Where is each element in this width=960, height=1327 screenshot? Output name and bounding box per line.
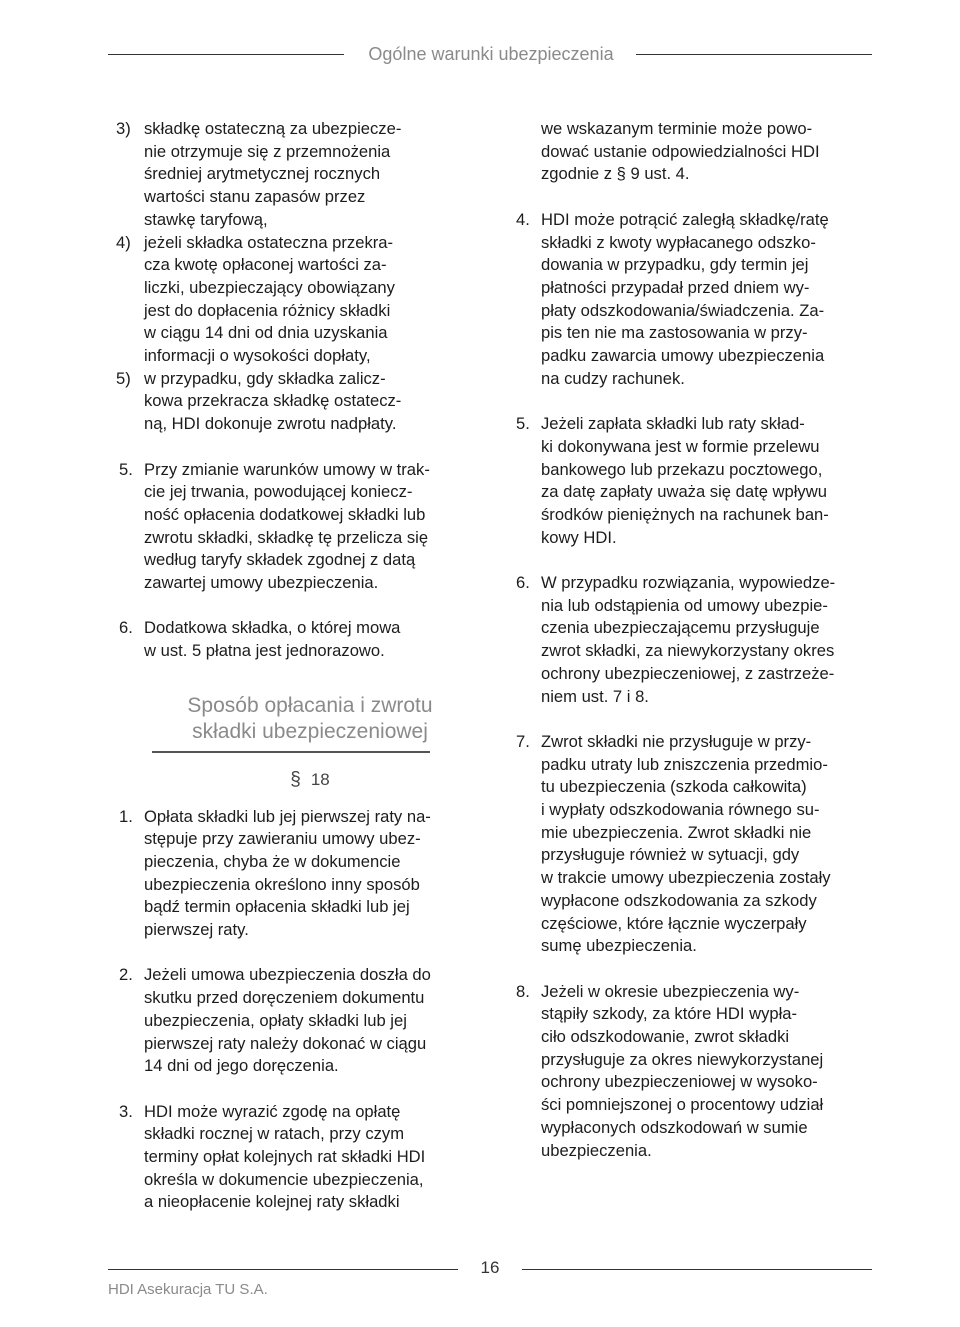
list-right — [516, 209, 873, 1162]
section-title-line-1: Sposób opłacania i zwrotu — [187, 693, 433, 717]
text-line: ubezpieczenia. — [541, 1140, 652, 1160]
text-line: bankowego lub przekazu pocztowego, — [541, 459, 823, 479]
text-line: bądź termin opłacenia składki lub jej — [144, 897, 410, 917]
item-number: 4. — [516, 209, 530, 229]
item-number: 5) — [116, 368, 131, 388]
text-line: HDI może wyrazić zgodę na opłatę — [144, 1101, 401, 1121]
text-line: skutku przed doręczeniem dokumentu — [144, 988, 425, 1008]
text-line: jest do dopłacenia różnicy składki — [144, 300, 391, 320]
text-line: w ciągu 14 dni od dnia uzyskania — [144, 323, 388, 343]
text-line: płatności przypadał przed dniem wy- — [541, 277, 810, 297]
item-number: 6. — [516, 573, 530, 593]
list-item — [116, 118, 476, 232]
text-line: i wypłaty odszkodowania równego su- — [541, 800, 820, 820]
item-number: 3) — [116, 119, 131, 138]
text-line: cza kwotę opłaconej wartości za- — [144, 255, 387, 275]
text-line: ubezpieczenia określono inny sposób — [144, 874, 420, 894]
text-line: zwrot składki, za niewykorzystany okres — [541, 641, 835, 661]
section-title-underline — [152, 751, 430, 753]
item-number: 4) — [116, 232, 131, 252]
item-number: 5. — [516, 414, 530, 434]
text-line: składki rocznej w ratach, przy czym — [144, 1124, 405, 1144]
text-line: zgodnie z § 9 ust. 4. — [541, 164, 690, 184]
header-rule-left — [108, 54, 344, 55]
item-number: 6. — [119, 618, 133, 638]
text-line: pierwszej raty należy dokonać w ciągu — [144, 1033, 427, 1053]
text-line: Jeżeli w okresie ubezpieczenia wy- — [541, 981, 800, 1001]
text-line: Jeżeli umowa ubezpieczenia doszła do — [144, 965, 431, 985]
right-column — [516, 118, 873, 1162]
list-item — [119, 964, 476, 1078]
text-line: sumę ubezpieczenia. — [541, 936, 697, 956]
text-line: ki dokonywana jest w formie przelewu — [541, 436, 820, 456]
text-line: składkę ostateczną za ubezpiecze- — [144, 119, 402, 138]
text-line: ochrony ubezpieczeniowej, z zastrzeże- — [541, 663, 835, 683]
list-item — [516, 209, 873, 391]
sub-list-top — [116, 118, 476, 436]
list-item — [516, 731, 873, 958]
paragraph-number: 18 — [310, 769, 330, 789]
text-line: liczki, ubezpieczający obowiązany — [144, 277, 395, 297]
paragraph-symbol: § — [290, 768, 301, 790]
page-number: 16 — [480, 1258, 500, 1277]
list-bottom — [119, 806, 476, 1215]
text-line: Zwrot składki nie przysługuje w przy- — [541, 731, 812, 751]
list-item — [516, 981, 873, 1163]
list-item — [516, 572, 873, 708]
text-line: tu ubezpieczenia (szkoda całkowita) — [541, 777, 807, 797]
item-number: 7. — [516, 731, 530, 751]
item-number: 3. — [119, 1101, 133, 1121]
list-item — [119, 459, 476, 595]
text-line: płaty odszkodowania/świadczenia. Za- — [541, 300, 825, 320]
text-line: pis ten nie ma zastosowania w przy- — [541, 323, 808, 343]
footer-rule-left — [108, 1269, 458, 1270]
text-line: niem ust. 7 i 8. — [541, 686, 649, 706]
text-line: W przypadku rozwiązania, wypowiedze- — [541, 573, 836, 593]
text-line: przysługuje również w sytuacji, gdy — [541, 845, 800, 865]
text-line: wartości stanu zapasów przez — [144, 187, 366, 207]
text-line: 14 dni od jego doręczenia. — [144, 1056, 339, 1076]
list-item — [119, 1101, 476, 1215]
text-line: za datę zapłaty uważa się datę wpływu — [541, 482, 827, 502]
text-line: częściowe, które łącznie wyczerpały — [541, 913, 807, 933]
list-mid — [119, 459, 476, 663]
item-number: 5. — [119, 459, 133, 479]
continuation-text — [541, 118, 873, 186]
text-line: padku zawarcia umowy ubezpieczenia — [541, 346, 825, 366]
list-item — [516, 413, 873, 549]
text-line: czenia ubezpieczającemu przysługuje — [541, 618, 820, 638]
text-line: ciło odszkodowanie, zwrot składki — [541, 1027, 790, 1047]
item-number: 2. — [119, 965, 133, 985]
text-line: mie ubezpieczenia. Zwrot składki nie — [541, 822, 812, 842]
text-line: zawartej umowy ubezpieczenia. — [144, 573, 379, 593]
text-line: we wskazanym terminie może powo- — [541, 119, 813, 138]
text-line: padku utraty lub zniszczenia przedmio- — [541, 754, 828, 774]
text-line: nie otrzymuje się z przemnożenia — [144, 141, 391, 161]
text-line: przysługuje za okres niewykorzystanej — [541, 1049, 824, 1069]
text-line: stępuje przy zawieraniu umowy ubez- — [144, 829, 421, 849]
text-line: Opłata składki lub jej pierwszej raty na- — [144, 806, 431, 826]
text-line: jeżeli składka ostateczna przekra- — [144, 232, 394, 252]
footer-rule-right — [522, 1269, 872, 1270]
text-line: terminy opłat kolejnych rat składki HDI — [144, 1147, 426, 1167]
list-item — [119, 806, 476, 942]
text-line: ność opłacenia dodatkowej składki lub — [144, 504, 426, 524]
list-item — [116, 368, 476, 436]
section-title — [144, 693, 476, 751]
text-line: na cudzy rachunek. — [541, 368, 685, 388]
text-line: określa w dokumencie ubezpieczenia, — [144, 1169, 424, 1189]
paragraph-heading — [144, 769, 476, 792]
text-line: zwrotu składki, składkę tę przelicza się — [144, 527, 429, 547]
section-title-line-2: składki ubezpieczeniowej — [192, 719, 428, 743]
text-line: pierwszej raty. — [144, 920, 249, 940]
text-line: stąpiły szkody, za które HDI wypła- — [541, 1004, 798, 1024]
text-line: Dodatkowa składka, o której mowa — [144, 618, 401, 638]
text-line: kowy HDI. — [541, 527, 617, 547]
list-item — [119, 617, 476, 662]
text-line: środków pieniężnych na rachunek ban- — [541, 504, 829, 524]
text-line: w ust. 5 płatna jest jednorazowo. — [144, 641, 385, 661]
text-line: informacji o wysokości dopłaty, — [144, 346, 371, 366]
footer-company: HDI Asekuracja TU S.A. — [108, 1281, 268, 1298]
item-number: 8. — [516, 981, 530, 1001]
text-line: w trakcie umowy ubezpieczenia zostały — [541, 868, 831, 888]
text-line: dowania w przypadku, gdy termin jej — [541, 255, 809, 275]
text-line: Jeżeli zapłata składki lub raty skład- — [541, 414, 805, 434]
text-line: HDI może potrącić zaległą składkę/ratę — [541, 209, 829, 229]
text-line: ną, HDI dokonuje zwrotu nadpłaty. — [144, 414, 397, 434]
text-line: ochrony ubezpieczeniowej w wysoko- — [541, 1072, 818, 1092]
text-line: nia lub odstąpienia od umowy ubezpie- — [541, 595, 828, 615]
list-item — [116, 232, 476, 368]
text-line: składki z kwoty wypłacanego odszko- — [541, 232, 816, 252]
text-line: a nieopłacenie kolejnej raty składki — [144, 1192, 400, 1212]
text-line: w przypadku, gdy składka zalicz- — [144, 368, 386, 388]
page-header-title: Ogólne warunki ubezpieczenia — [368, 44, 614, 64]
text-line: wypłacone odszkodowania za szkody — [541, 890, 817, 910]
header-rule-right — [636, 54, 872, 55]
text-line: średniej arytmetycznej rocznych — [144, 164, 381, 184]
text-line: dować ustanie odpowiedzialności HDI — [541, 141, 820, 161]
text-line: wypłaconych odszkodowań w sumie — [541, 1117, 808, 1137]
left-column — [116, 118, 476, 1214]
text-line: ubezpieczenia, opłaty składki lub jej — [144, 1010, 407, 1030]
text-line: pieczenia, chyba że w dokumencie — [144, 851, 401, 871]
text-line: cie jej trwania, powodującej koniecz- — [144, 482, 413, 502]
text-line: Przy zmianie warunków umowy w trak- — [144, 459, 430, 479]
text-line: ści pomniejszonej o procentowy udział — [541, 1095, 824, 1115]
text-line: kowa przekracza składkę ostatecz- — [144, 391, 402, 411]
text-line: według taryfy składek zgodnej z datą — [144, 550, 416, 570]
item-number: 1. — [119, 806, 133, 826]
text-line: stawkę taryfową, — [144, 209, 268, 229]
